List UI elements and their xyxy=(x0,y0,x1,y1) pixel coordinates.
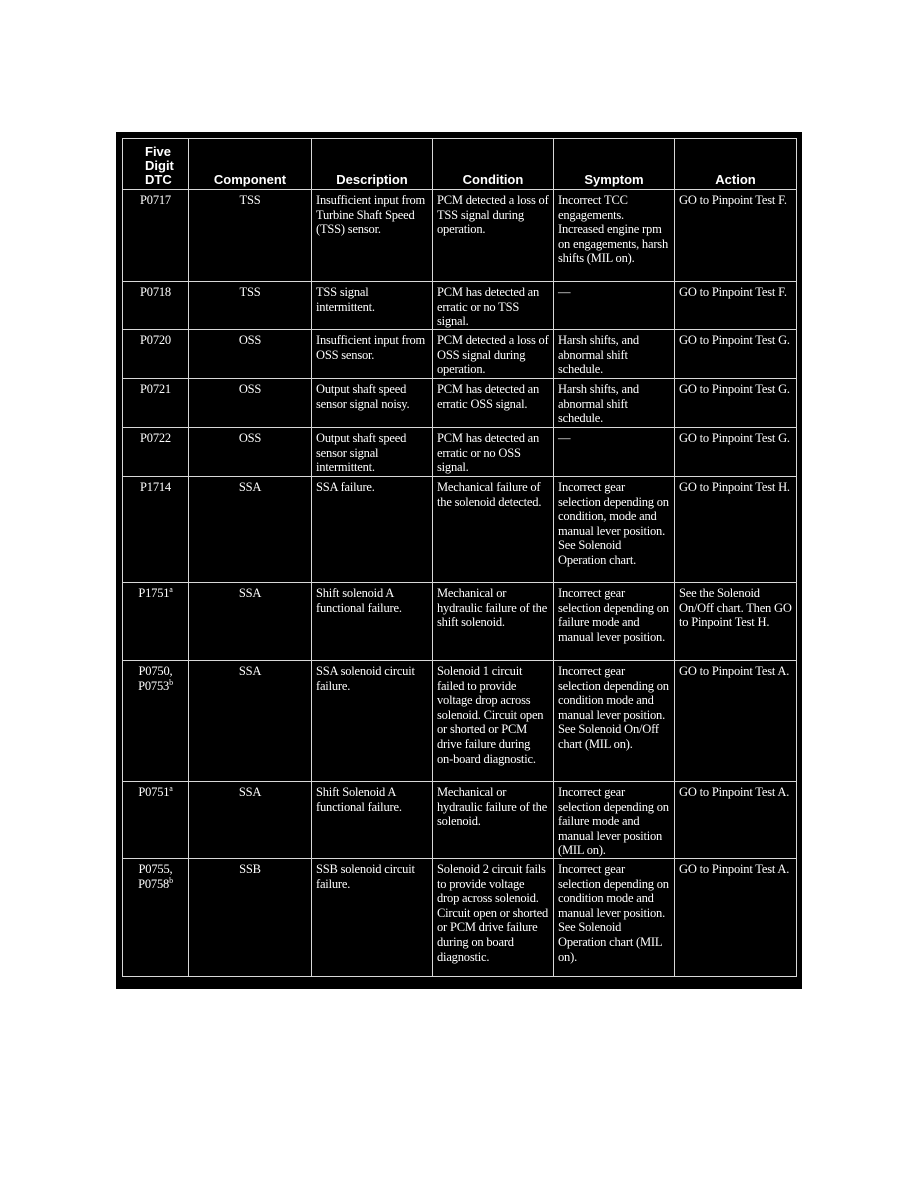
component-cell: SSA xyxy=(189,661,312,782)
symptom-cell: Harsh shifts, and abnormal shift schedule. xyxy=(554,330,675,379)
action-cell: GO to Pinpoint Test G. xyxy=(675,330,797,379)
footnote-marker: a xyxy=(169,584,173,594)
condition-cell: PCM detected a loss of TSS signal during operation. xyxy=(433,190,554,282)
action-cell: GO to Pinpoint Test G. xyxy=(675,379,797,428)
dtc-code-line: P0755, xyxy=(138,862,173,876)
dtc-code xyxy=(123,190,189,282)
symptom-cell: Harsh shifts, and abnormal shift schedule. xyxy=(554,379,675,428)
dtc-code xyxy=(123,583,189,661)
header-component: Component xyxy=(189,139,312,190)
dtc-code-line: P0751 xyxy=(138,785,170,799)
description-cell: Shift Solenoid A functional failure. xyxy=(312,782,433,859)
header-symptom: Symptom xyxy=(554,139,675,190)
dtc-code-line: P0753 xyxy=(138,678,170,693)
action-cell: GO to Pinpoint Test H. xyxy=(675,477,797,583)
symptom-cell: — xyxy=(554,282,675,330)
dtc-code xyxy=(123,859,189,977)
dtc-code xyxy=(123,661,189,782)
description-cell: SSA solenoid circuit failure. xyxy=(312,661,433,782)
dtc-code-line: P0722 xyxy=(140,431,171,445)
dtc-code-line: P0721 xyxy=(140,382,171,396)
component-cell: OSS xyxy=(189,379,312,428)
description-cell: SSA failure. xyxy=(312,477,433,583)
table-row xyxy=(123,583,797,661)
header-action: Action xyxy=(675,139,797,190)
dtc-code-line: P1714 xyxy=(140,480,171,494)
dtc-table xyxy=(122,138,797,977)
component-cell: SSA xyxy=(189,782,312,859)
component-cell: SSA xyxy=(189,477,312,583)
condition-cell: PCM has detected an erratic OSS signal. xyxy=(433,379,554,428)
symptom-cell: Incorrect gear selection depending on condition, mode and manual lever position. See Solenoid Operation chart. xyxy=(554,477,675,583)
description-cell: Output shaft speed sensor signal intermittent. xyxy=(312,428,433,477)
header-dtc-line-3: DTC xyxy=(145,172,172,187)
description-cell: SSB solenoid circuit failure. xyxy=(312,859,433,977)
description-cell: Output shaft speed sensor signal noisy. xyxy=(312,379,433,428)
header-condition: Condition xyxy=(433,139,554,190)
dtc-code xyxy=(123,379,189,428)
component-cell: TSS xyxy=(189,190,312,282)
description-cell: Insufficient input from Turbine Shaft Speed (TSS) sensor. xyxy=(312,190,433,282)
condition-cell: Mechanical or hydraulic failure of the solenoid. xyxy=(433,782,554,859)
header-dtc-line-1: Five xyxy=(145,144,172,159)
table-row xyxy=(123,859,797,977)
action-cell: See the Solenoid On/Off chart. Then GO to Pinpoint Test H. xyxy=(675,583,797,661)
table-row xyxy=(123,330,797,379)
description-cell: Shift solenoid A functional failure. xyxy=(312,583,433,661)
condition-cell: PCM has detected an erratic or no TSS signal. xyxy=(433,282,554,330)
component-cell: SSA xyxy=(189,583,312,661)
symptom-cell: Incorrect gear selection depending on failure mode and manual lever position (MIL on). xyxy=(554,782,675,859)
symptom-cell: Incorrect gear selection depending on condition mode and manual lever position. See Solenoid Operation chart (MIL on). xyxy=(554,859,675,977)
footnote-marker: b xyxy=(169,677,173,687)
symptom-cell: Incorrect gear selection depending on failure mode and manual lever position. xyxy=(554,583,675,661)
condition-cell: PCM detected a loss of OSS signal during operation. xyxy=(433,330,554,379)
dtc-code-line: P0720 xyxy=(140,333,171,347)
footnote-marker: b xyxy=(169,875,173,885)
action-cell: GO to Pinpoint Test A. xyxy=(675,661,797,782)
component-cell: TSS xyxy=(189,282,312,330)
condition-cell: Mechanical or hydraulic failure of the shift solenoid. xyxy=(433,583,554,661)
header-row xyxy=(123,139,797,190)
component-cell: OSS xyxy=(189,428,312,477)
action-cell: GO to Pinpoint Test F. xyxy=(675,190,797,282)
condition-cell: PCM has detected an erratic or no OSS signal. xyxy=(433,428,554,477)
dtc-code xyxy=(123,428,189,477)
dtc-code-line: P0717 xyxy=(140,193,171,207)
dtc-code xyxy=(123,330,189,379)
symptom-cell: Incorrect gear selection depending on condition mode and manual lever position. See Solenoid On/Off chart (MIL on). xyxy=(554,661,675,782)
dtc-code-line: P0758 xyxy=(138,876,170,891)
action-cell: GO to Pinpoint Test G. xyxy=(675,428,797,477)
dtc-code xyxy=(123,477,189,583)
condition-cell: Solenoid 2 circuit fails to provide voltage drop across solenoid. Circuit open or shorted or PCM drive failure during on board diagnostic. xyxy=(433,859,554,977)
dtc-code xyxy=(123,782,189,859)
table-row xyxy=(123,428,797,477)
description-cell: TSS signal intermittent. xyxy=(312,282,433,330)
dtc-code xyxy=(123,282,189,330)
condition-cell: Solenoid 1 circuit failed to provide voltage drop across solenoid. Circuit open or shorted or PCM drive failure during on-board diagnostic. xyxy=(433,661,554,782)
table-row xyxy=(123,282,797,330)
dtc-table-sheet xyxy=(116,132,802,989)
component-cell: SSB xyxy=(189,859,312,977)
table-row xyxy=(123,190,797,282)
action-cell: GO to Pinpoint Test A. xyxy=(675,859,797,977)
symptom-cell: Incorrect TCC engagements. Increased engine rpm on engagements, harsh shifts (MIL on). xyxy=(554,190,675,282)
action-cell: GO to Pinpoint Test F. xyxy=(675,282,797,330)
header-dtc xyxy=(123,139,189,190)
table-row xyxy=(123,477,797,583)
header-description: Description xyxy=(312,139,433,190)
footnote-marker: a xyxy=(169,783,173,793)
description-cell: Insufficient input from OSS sensor. xyxy=(312,330,433,379)
action-cell: GO to Pinpoint Test A. xyxy=(675,782,797,859)
header-dtc-line-2: Digit xyxy=(145,158,174,173)
condition-cell: Mechanical failure of the solenoid detected. xyxy=(433,477,554,583)
table-row xyxy=(123,379,797,428)
dtc-code-line: P1751 xyxy=(138,586,170,600)
table-row xyxy=(123,661,797,782)
dtc-code-line: P0718 xyxy=(140,285,171,299)
table-row xyxy=(123,782,797,859)
symptom-cell: — xyxy=(554,428,675,477)
dtc-code-line: P0750, xyxy=(138,664,173,678)
component-cell: OSS xyxy=(189,330,312,379)
